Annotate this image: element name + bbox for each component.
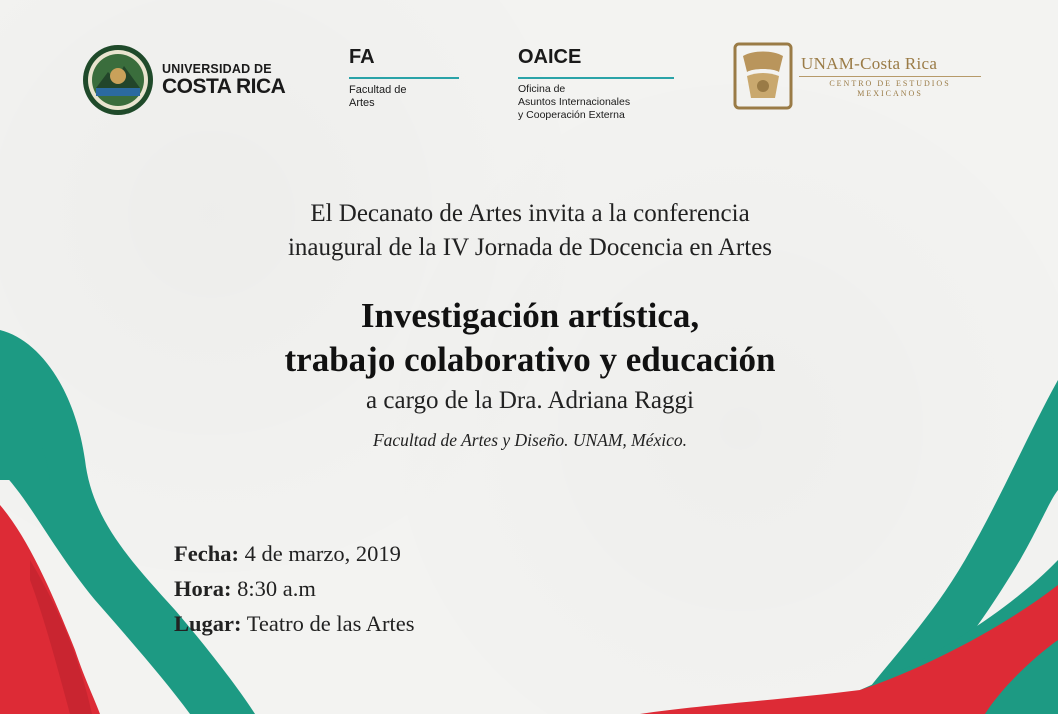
ucr-seal-icon [82, 44, 154, 116]
title-line-1: Investigación artística, [360, 296, 700, 335]
title-line-2: trabajo colaborativo y educación [284, 340, 776, 379]
unam-title: UNAM-Costa Rica [801, 54, 938, 73]
detail-row-place [174, 606, 594, 641]
oaice-abbreviation: OAICE [518, 46, 582, 68]
unam-rule [799, 76, 981, 77]
speaker-affiliation: Facultad de Artes y Diseño. UNAM, México. [372, 430, 688, 450]
oaice-full-name: Oficina de Asuntos Internacionales y Cooperación Externa [518, 83, 631, 121]
unam-subtitle: CENTRO DE ESTUDIOS MEXICANOS [829, 79, 951, 98]
fa-accent-line [349, 77, 459, 79]
time-value: 8:30 a.m [231, 576, 316, 601]
unam-seal-icon [733, 42, 793, 110]
intro-line-1: El Decanato de Artes invita a la conferencia [310, 200, 750, 227]
place-value: Teatro de las Artes [241, 611, 415, 636]
oaice-logo [518, 46, 678, 128]
place-label: Lugar: [174, 611, 242, 636]
detail-row-time [174, 571, 594, 606]
date-value: 4 de marzo, 2019 [238, 541, 401, 566]
ucr-name-line1: UNIVERSIDAD DE [162, 62, 272, 76]
oaice-accent-line [518, 77, 674, 79]
fa-logo [349, 46, 461, 116]
conference-title [130, 294, 930, 382]
red-ribbon-right [640, 585, 1058, 714]
intro-line-2: inaugural de la IV Jornada de Docencia en Artes [287, 234, 773, 261]
event-details [174, 536, 594, 641]
ucr-name-line2: COSTA RICA [162, 75, 286, 98]
invitation-intro [150, 197, 910, 265]
fa-abbreviation: FA [349, 46, 375, 68]
unam-logo [733, 42, 983, 114]
date-label: Fecha: [174, 541, 239, 566]
time-label: Hora: [174, 576, 232, 601]
speaker-line: a cargo de la Dra. Adriana Raggi [366, 387, 694, 414]
fa-full-name: Facultad de Artes [349, 84, 407, 109]
ucr-logo [82, 44, 292, 116]
detail-row-date [174, 536, 594, 571]
